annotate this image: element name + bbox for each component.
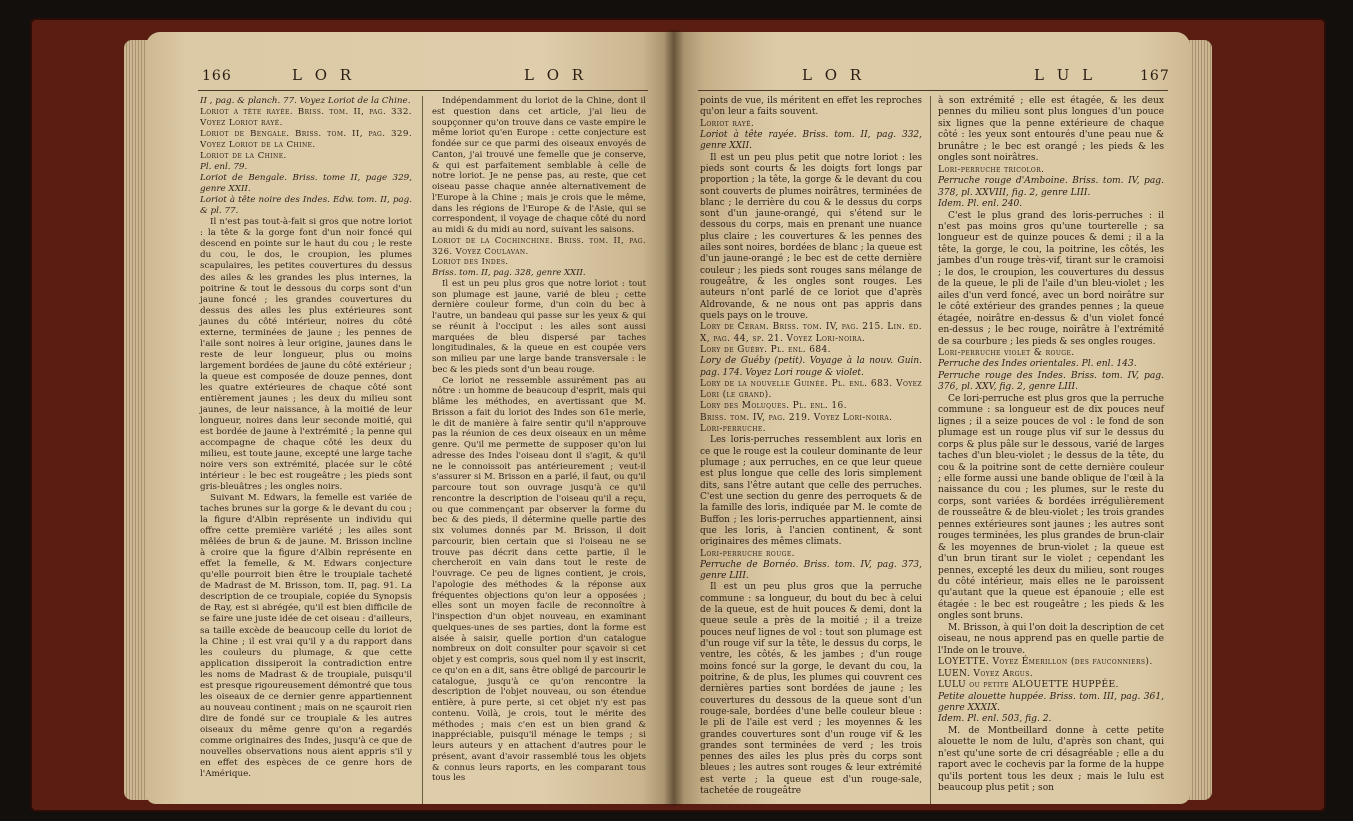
text-paragraph: Perruche de Bornéo. Briss. tom. IV, pag. 373, genre LIII. — [700, 559, 922, 582]
text-paragraph: Il est un peu plus gros que notre loriot : tout son plumage est jaune, varié de bleu ; cette dernière couleur forme, d'un coin du bec à l'autre, un bandeau qui passe sur les yeux & qui se réunit à l'occiput : les ailes sont aussi marquées de bleu dispersé par taches longitudinales, & la queue en est coupée vers son milieu par une large bande transversale : le bec & les pieds sont d'un beau rouge. — [432, 278, 646, 375]
text-paragraph: Lori-perruche. — [700, 424, 766, 435]
text-paragraph: LULU ou petite ALOUETTE HUPPÉE. — [938, 680, 1119, 691]
text-paragraph: Lory de Ceram. Briss. tom. IV, pag. 215. Lin. éd. X, pag. 44, sp. 21. Voyez Lori-noira. — [700, 322, 922, 344]
text-paragraph: LUEN. Voyez Argus. — [938, 668, 1034, 679]
text-paragraph: Petite alouette huppée. Briss. tom. III, pag. 361, genre XXXIX. — [938, 691, 1164, 714]
text-paragraph: Ce loriot ne ressemble assurément pas au nôtre : un homme de beaucoup d'esprit, mais qui blâme les méthodes, en avertissant que M. Brisson a fait du loriot des Indes son 61e merle, le dit de manière à faire sentir qu'il n'approuve pas la réunion de ces deux oiseaux en un même genre. Qu'il me permette de supposer qu'on lui adresse des Indes l'oiseau dont il s'agit, & qu'il ne le connoissoit pas antérieurement ; veut-il s'assurer si M. Brisson en a parlé, il faut, ou qu'il parcoure tout son ouvrage jusqu'à ce qu'il rencontre la description de l'oiseau qu'il a reçu, ou que commençant par observer la forme du bec & des pieds, il détermine quelle partie des six volumes donnés par M. Brisson, il doit parcourir, bien certain que si l'oiseau ne se trouve pas décrit dans cette partie, il le chercheroit en vain dans tout le reste de l'ouvrage. Ce peu de lignes contient, je crois, l'apologie des méthodes & la réponse aux fréquentes objections qu'on leur a opposées ; elles sont un moyen facile de reconnoître à l'inspection d'un objet nouveau, en examinant quelques-unes de ses parties, dont la forme est aisée à saisir, quelle portion d'un catalogue nombreux on doit consulter pour sçavoir si cet objet y est compris, sous quel nom il y est inscrit, ce qu'on en a dit, sans être obligé de parcourir le catalogue, jusqu'à ce qu'on rencontre la description de l'objet nouveau, ou son étendue entière, à pure perte, si cet objet n'y est pas contenu. Voilà, je crois, tout le mérite des méthodes ; mais c'en est un bien grand & inappréciable, puisqu'il ménage le temps ; si leurs auteurs y en attachent d'autres pour le présent, avant d'avoir rassemblé tous les objets & connus leurs raports, en les comparant tous tous les — [432, 375, 646, 784]
text-paragraph: Loriot à tête rayée. Briss. tom. II, pag. 332, genre XXII. — [700, 129, 922, 152]
right-page — [674, 32, 1190, 804]
text-paragraph: II , pag. & planch. 77. Voyez Loriot de la Chine. — [200, 96, 411, 106]
right-page-column-2 — [938, 96, 1164, 796]
text-paragraph: Idem. Pl. enl. 240. — [938, 199, 1023, 210]
text-paragraph: Il est un peu plus petit que notre loriot : les pieds sont courts & les doigts fort longs par proportion ; la tête, la gorge & le devant du cou sont couverts de plumes noirâtres, terminées de blanc ; le derrière du cou & le dessus du corps sont d'un jaune-orangé, qui s'étend sur le dessous du corps, mais en prenant une nuance plus claire ; les couvertures & les pennes des ailes sont noires, bordées de blanc ; la queue est d'un jaune-orangé ; le bec est de cette dernière couleur ; les pieds sont rouges sans mélange de rougeâtre, & les ongles sont rouges. Les auteurs n'ont parlé de ce loriot que d'après Aldrovande, & ne nous ont pas appris dans quels pays on le trouve. — [700, 152, 922, 321]
text-paragraph: M. Brisson, à qui l'on doit la description de cet oiseau, ne nous apprend pas en quelle partie de l'Inde on le trouve. — [938, 622, 1164, 656]
text-paragraph: Loriot à tête noire des Indes. Edw. tom. II, pag. & pl. 77. — [200, 195, 412, 217]
text-paragraph: Il est un peu plus gros que la perruche commune : sa longueur, du bout du bec à celui de la queue, est de huit pouces & demi, dont la queue seule a près de la moitié ; il a treize pouces neuf lignes de vol : tout son plumage est d'un rouge vif sur la tête, le dessus du corps, le ventre, les côtés, & les jambes ; d'un rouge moins foncé sur la gorge, le devant du cou, la poitrine, & de plus, les plumes qui couvrent ces dernières parties sont bordées de jaune ; les couvertures du dessous de la queue sont d'un rouge-sale, bordées d'une belle couleur bleue : le pli de l'aile est verd ; les moyennes & les grandes couvertures sont d'un rouge vif & les grandes sont terminées de verd ; les trois pennes des ailes les plus près du corps sont bleues ; les autres sont rouges & leur extrémité est verte ; la queue est d'un rouge-sale, tachetée de rougeâtre — [700, 582, 922, 797]
left-running-head-right: L O R — [524, 66, 588, 84]
text-paragraph: Lory des Moluques. Pl. enl. 16. — [700, 401, 847, 412]
text-paragraph: Perruche rouge des Indes. Briss. tom. IV, pag. 376, pl. XXV, fig. 2, genre LIII. — [938, 370, 1164, 393]
text-paragraph: Ce lori-perruche est plus gros que la perruche commune : sa longueur est de dix pouces neuf lignes ; il a seize pouces de vol : le fond de son plumage est un rouge plus vif sur le dessus du corps & plus pâle sur le dessous, varié de larges taches d'un bleu-violet ; le dessus de la tête, du cou & la poitrine sont de cette dernière couleur ; elle forme aussi une bande oblique de l'œil à la naissance du cou ; les plumes, sur le reste du corps, sont variées & bordées irrégulièrement de rousseâtre & de bleu-violet ; les trois grandes pennes extérieures sont jaunes ; les autres sont rouges terminées, les plus grandes de brun-clair & les moyennes de brun-violet ; la queue est d'un brun tirant sur le violet ; cependant les pennes, excepté les deux du milieu, sont rouges du côté intérieur, mais elles ne le paroissent qu'autant que la queue est épanouie ; elle est étagée : le bec est rougeâtre ; les pieds & les ongles sont bruns. — [938, 393, 1164, 622]
right-page-column-1 — [700, 96, 922, 796]
text-paragraph: LOYETTE. Voyez Émerillon (des fauconniers). — [938, 657, 1153, 668]
text-paragraph: Idem. Pl. enl. 503, fig. 2. — [938, 714, 1052, 725]
right-page-number: 167 — [1140, 68, 1170, 84]
right-running-head-right: L U L — [1034, 66, 1097, 84]
left-page-column-2 — [432, 96, 646, 796]
left-running-head-left: L O R — [292, 66, 356, 84]
text-paragraph: Loriot de la Cochinchine. Briss. tom. II, pag. 326. Voyez Coulavan. — [432, 235, 646, 257]
text-paragraph: Loriot des Indes. — [432, 257, 509, 268]
text-paragraph: Briss. tom. IV, pag. 219. Voyez Lori-noira. — [700, 412, 893, 423]
left-page — [146, 32, 674, 804]
text-paragraph: Lori-perruche rouge. — [700, 548, 795, 559]
right-header-rule — [698, 90, 1168, 91]
text-paragraph: Pl. enl. 79. — [200, 162, 248, 173]
text-paragraph: Loriot de Bengale. Briss. tome II, page 329, genre XXII. — [200, 173, 412, 195]
left-header-rule — [198, 90, 648, 91]
text-paragraph: Loriot de Bengale. Briss. tom. II, pag. 329. Voyez Loriot de la Chine. — [200, 129, 412, 151]
text-paragraph: Suivant M. Edwars, la femelle est variée de taches brunes sur la gorge & le devant du cou ; la figure d'Albin représente un individu qui offre cette première variété ; les ailes sont mêlées de brun & de jaune. M. Brisson incline à croire que la figure d'Albin représente en effet la femelle, & M. Edwars conjecture qu'elle pourroit bien être le troupiale tacheté de Madrast de M. Brisson, tom. II, pag. 91. La description de ce troupiale, copiée du Synopsis de Ray, est si abrégée, qu'il est bien difficile de se faire une juste idée de cet oiseau : d'ailleurs, sa taille excède de beaucoup celle du loriot de la Chine ; il est vrai qu'il y a du rapport dans les couleurs du plumage, & que cette application dissiperoit la contradiction entre les noms de Madrast & de troupiale, puisqu'il est presque rigoureusement démontré que tous les oiseaux de ce dernier genre appartiennent au nouveau continent ; mais on ne sçauroit rien dire de fondé sur ce troupiale & les autres oiseaux du même genre qu'on a regardés comme originaires des Indes, jusqu'à ce que de nouvelles observations nous aient appris s'il y en effet des espèces de ce genre hors de l'Amérique. — [200, 493, 412, 779]
text-paragraph: C'est le plus grand des loris-perruches : il n'est pas moins gros qu'une tourterelle ; sa longueur est de quinze pouces & demi ; il a la tête, la gorge, le cou, la poitrine, les côtés, les jambes d'un rouge très-vif, tirant sur le cramoisi ; le dos, le croupion, les couvertures du dessus de la queue, le pli de l'aile d'un bleu-violet ; les ailes d'un verd foncé, avec un bord noirâtre sur le côté extérieur des grandes pennes ; la queue étagée, noirâtre en-dessus & d'un violet foncé en-dessus ; le bec rouge, noirâtre à l'extrémité de sa courbure ; les pieds & ses ongles rouges. — [938, 210, 1164, 347]
right-running-head-left: L O R — [802, 66, 866, 84]
text-paragraph: Loriot rayé. — [700, 118, 755, 129]
text-paragraph: à son extrémité ; elle est étagée, & les deux pennes du milieu sont plus longues d'un pouce six lignes que la penne extérieure de chaque côté : les yeux sont entourés d'une peau nue & brunâtre ; le bec est orangé ; les pieds & les ongles sont noirâtres. — [938, 96, 1164, 164]
text-paragraph: Perruche des Indes orientales. Pl. enl. 143. — [938, 359, 1137, 370]
text-paragraph: Lory de Guéby (petit). Voyage à la nouv. Guin. pag. 174. Voyez Lori rouge & violet. — [700, 356, 922, 378]
text-paragraph: Il n'est pas tout-à-fait si gros que notre loriot : la tête & la gorge font d'un noir foncé qui descend en pointe sur le haut du cou ; le reste du cou, le dos, le croupion, les plumes scapulaires, les petites couvertures du dessus des ailes & les grandes les plus internes, la poitrine & tout le dessous du corps sont d'un jaune foncé ; les grandes couvertures du dessus des ailes les plus extérieures sont jaunes du côté intérieur, noires du côté externe, terminées de jaune ; les pennes de l'aile sont noires à leur origine, jaunes dans le reste de leur longueur, plus ou moins largement bordées de jaune du côté extérieur ; la queue est composée de douze pennes, dont les quatre extérieures de chaque côté sont entièrement jaunes ; les deux du milieu sont jaunes, de leur naissance, à la moitié de leur longueur, noires dans leur seconde moitié, qui est bordée de jaune à l'extrémité ; la penne qui accompagne de chaque côté les deux du milieu, est toute jaune, excepté une large tache noire vers son extrémité, placée sur le côté intérieur : le bec est rougeâtre ; les pieds sont gris-bleuâtres ; les ongles noirs. — [200, 217, 412, 493]
left-page-column-1 — [200, 96, 412, 796]
text-paragraph: Loriot a tête rayée. Briss. tom. II, pag. 332. Voyez Loriot rayé. — [200, 107, 412, 129]
text-paragraph: Loriot de la Chine. — [200, 151, 287, 162]
text-paragraph: Briss. tom. II, pag. 328, genre XXII. — [432, 268, 586, 278]
text-paragraph: Lori-perruche violet & rouge. — [938, 347, 1075, 358]
text-paragraph: points de vue, ils méritent en effet les reproches qu'on leur a faits souvent. — [700, 96, 922, 118]
left-page-number: 166 — [202, 68, 232, 84]
text-paragraph: M. de Montbeillard donne à cette petite alouette le nom de lulu, d'après son chant, qui n'est qu'une sorte de cri désagréable ; elle a du raport avec le cochevis par la forme de la huppe qu'ils portent tous les deux ; mais le lulu est beaucoup plus petit ; son — [938, 725, 1164, 794]
left-column-rule — [422, 96, 423, 804]
book-gutter — [664, 30, 684, 806]
text-paragraph: Indépendamment du loriot de la Chine, dont il est question dans cet article, j'ai lieu de soupçonner qu'on trouve dans ce vaste empire le même loriot qu'en Europe : cette conjecture est fondée sur ce que parmi des oiseaux envoyés de Canton, j'ai trouvé une femelle que je conserve, & qui est parfaitement semblable à celle de notre loriot. Je ne pense pas, au reste, que cet oiseau passe chaque année alternativement de l'Europe à la Chine ; mais je crois que le même, dans les régions de l'Europe & de l'Asie, qui se correspondent, il voyage de chaque côté du nord au midi & du midi au nord, suivant les saisons. — [432, 96, 646, 235]
text-paragraph: Lory de la nouvelle Guinée. Pl. enl. 683. Voyez Lori (le grand). — [700, 378, 922, 401]
text-paragraph: Les loris-perruches ressemblent aux loris en ce que le rouge est la couleur dominante de leur plumage ; aux perruches, en ce que leur queue est plus longue que celle des loris simplement dits, sans l'être autant que celle des perruches. C'est une section du genre des perroquets & de la famille des loris, indiquée par M. le comte de Buffon ; les loris-perruches appartiennent, ainsi que les loris, à l'ancien continent, & sont originaires des mêmes climats. — [700, 435, 922, 548]
text-paragraph: Lory de Guéby. Pl. enl. 684. — [700, 344, 831, 355]
text-paragraph: Lori-perruche tricolor. — [938, 164, 1045, 175]
right-column-rule — [930, 96, 931, 804]
text-paragraph: Perruche rouge d'Amboine. Briss. tom. IV, pag. 378, pl. XXVIII, fig. 2, genre LIII. — [938, 176, 1164, 198]
